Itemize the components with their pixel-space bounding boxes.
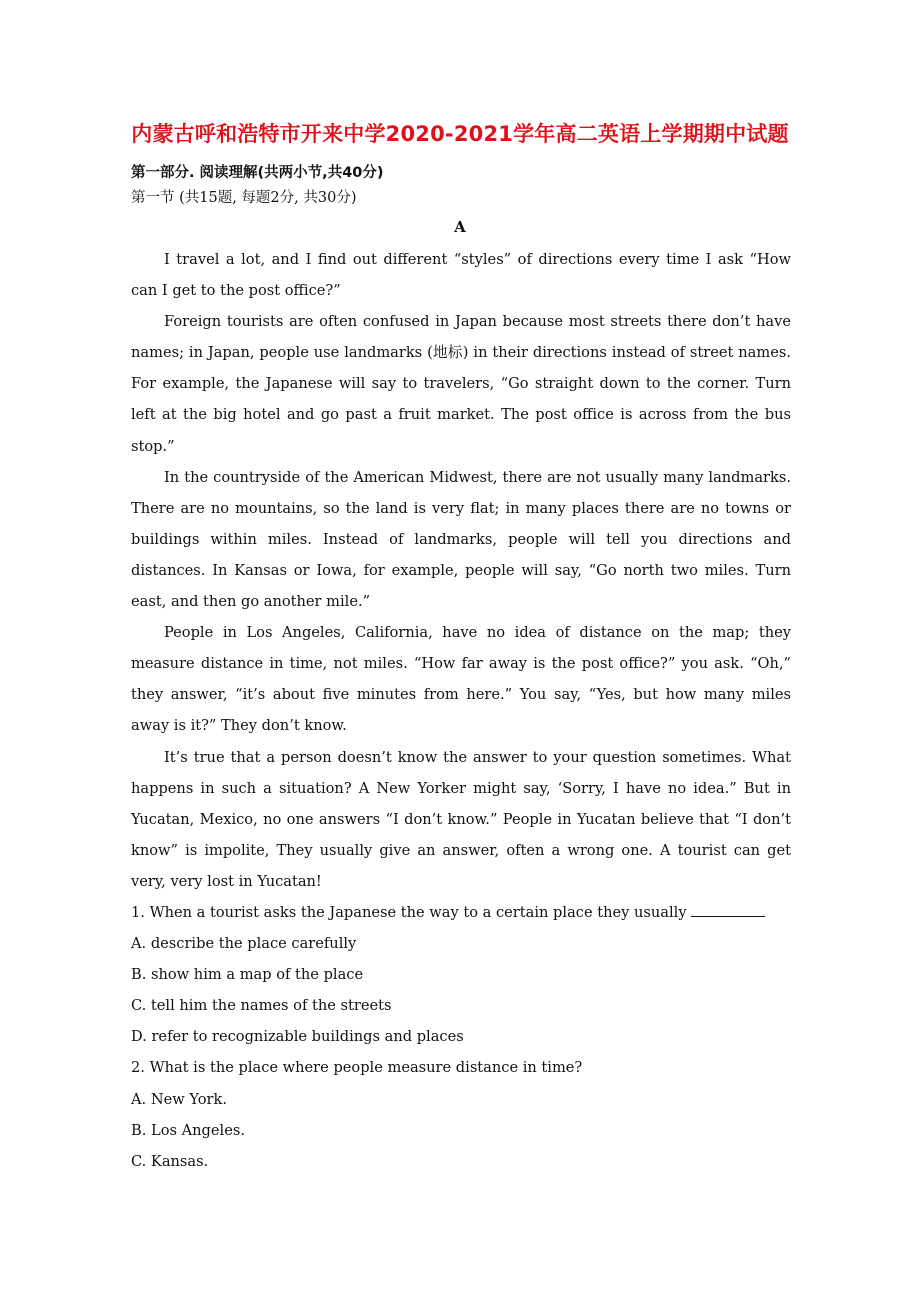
- option-1a: A. describe the place carefully: [131, 935, 357, 953]
- option-1c: C. tell him the names of the streets: [131, 997, 392, 1015]
- option-2c: C. Kansas.: [131, 1152, 209, 1170]
- option-2a: A. New York.: [131, 1090, 227, 1108]
- question-stem: 1. When a tourist asks the Japanese the way to a certain place they usually: [131, 903, 687, 921]
- passage-paragraph: In the countryside of the American Midwest, there are not usually many landmarks. There are no mountains, so the land is very flat; in many places there are no towns or buildings within miles. Instead of landmarks, people will tell you directions and distances. In Kansas or Iowa, for example, people will say, “Go north two miles. Turn east, and then go another mile.”: [131, 468, 791, 611]
- exam-title: 内蒙古呼和浩特市开来中学2020-2021学年高二英语上学期期中试题: [131, 122, 789, 146]
- question-1: [131, 897, 791, 928]
- part-heading: 第一部分. 阅读理解(共两小节,共40分): [131, 165, 384, 181]
- answer-blank: [691, 902, 765, 917]
- option-1b: B. show him a map of the place: [131, 966, 364, 984]
- option-2b: B. Los Angeles.: [131, 1121, 245, 1139]
- passage-paragraph: People in Los Angeles, California, have no idea of distance on the map; they measure distance in time, not miles. “How far away is the post office?” you ask. “Oh,” they answer, “it’s about five minutes from here.” You say, “Yes, but how many miles away is it?” They don’t know.: [131, 624, 791, 735]
- question-2: 2. What is the place where people measure distance in time?: [131, 1059, 583, 1077]
- passage-paragraph: I travel a lot, and I find out different “styles” of directions every time I ask “How can I get to the post office?”: [131, 251, 791, 300]
- section-heading: 第一节 (共15题, 每题2分, 共30分): [131, 190, 357, 206]
- passage-paragraph: Foreign tourists are often confused in Japan because most streets there don’t have names; in Japan, people use landmarks (地标) in their directions instead of street names. For example, the Japanese will say to travelers, “Go straight down to the corner. Turn left at the big hotel and go past a fruit market. The post office is across from the bus stop.”: [131, 313, 791, 455]
- reading-passage: [131, 244, 791, 1177]
- passage-label: A: [454, 218, 466, 236]
- passage-paragraph: It’s true that a person doesn’t know the answer to your question sometimes. What happens in such a situation? A New Yorker might say, ‘Sorry, I have no idea.” But in Yucatan, Mexico, no one answers “I don’t know.” People in Yucatan believe that “I don’t know” is impolite, They usually give an answer, often a wrong one. A tourist can get very, very lost in Yucatan!: [131, 748, 791, 890]
- option-1d: D. refer to recognizable buildings and places: [131, 1028, 464, 1046]
